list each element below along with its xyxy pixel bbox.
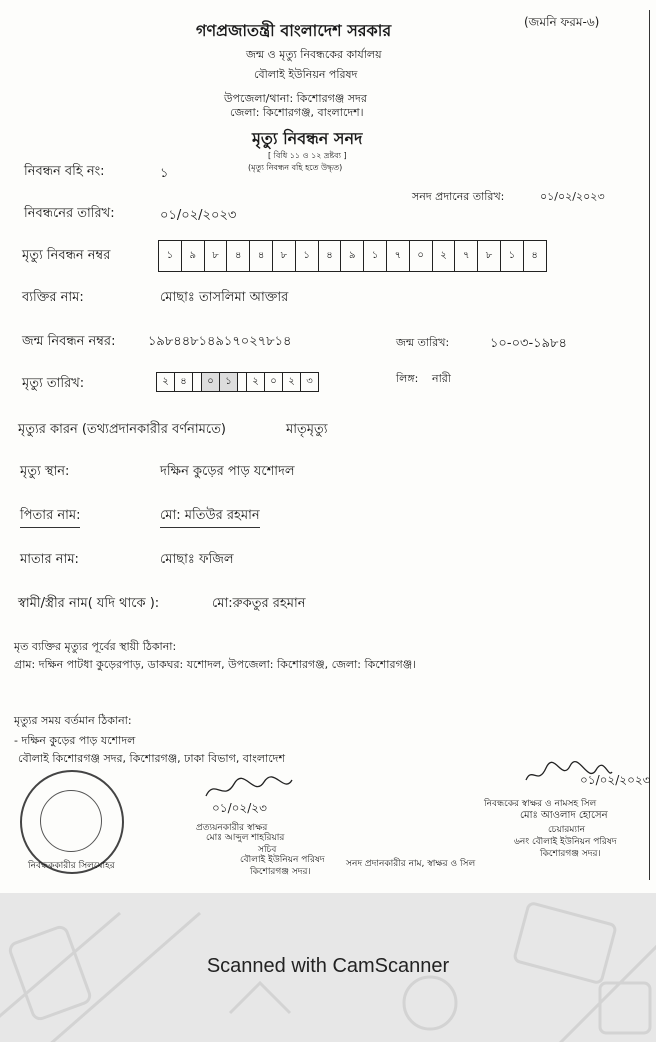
verifier-label: প্রত্যয়নকারীর স্বাক্ষর [196,823,268,833]
dob-value: ১০-০৩-১৯৮৪ [490,336,567,351]
secretary-name: মোঃ আব্দুল শাহরিয়ার [206,833,285,843]
death-reg-digit-cell: ১ [364,241,387,271]
perm-addr-label: মৃত ব্যক্তির মৃত্যুর পূর্বের স্থায়ী ঠিকানা: [14,640,177,653]
death-date-digit-cell: ২ [247,373,265,391]
death-reg-digit-cell: ৭ [455,241,478,271]
birth-reg-value: ১৯৮৪৪৮১৪৯১৭০২৭৮১৪ [148,334,292,349]
death-reg-digit-cell: ৪ [531,249,538,261]
death-reg-digit-cell: ৪ [319,241,342,271]
death-date-digit-cell: ০ [202,373,220,391]
right-sign-date: ০১/০২/২০২৩ [580,773,651,787]
death-reg-number-grid [158,240,547,272]
register-book-value: ১ [160,166,169,181]
death-reg-digit-cell: ৮ [478,241,501,271]
cur-addr-label: মৃত্যুর সময় বর্তমান ঠিকানা: [14,714,132,727]
death-reg-digit-cell: ৪ [250,241,273,271]
place-value: দক্ষিন কুড়ের পাড় যশোদল [160,464,295,479]
camscanner-watermark: Scanned with CamScanner [206,955,450,977]
rule-note: [ বিধি ১১ ও ১২ দ্রষ্টব্য ] [268,151,347,160]
death-date-label: মৃত্যু তারিখ: [22,376,85,391]
issue-date-label: সনদ প্রদানের তারিখ: [412,190,505,203]
spouse-value: মো:রুকতুর রহমান [212,596,306,611]
death-reg-digit-cell: ৭ [387,241,410,271]
death-reg-digit-cell: ০ [410,241,433,271]
cause-label: মৃত্যুর কারন (তথ্যপ্রদানকারীর বর্ণনামতে) [18,422,226,437]
issuer-caption: সনদ প্রদানকারীর নাম, স্বাক্ষর ও সিল [346,859,476,869]
government-title: গণপ্রজাতন্ত্রী বাংলাদেশ সরকার [196,21,392,40]
death-reg-no-label: মৃত্যু নিবন্ধন নম্বর [22,248,111,263]
death-date-digit-cell: ২ [283,373,301,391]
death-date-digit-cell: ০ [265,373,283,391]
registrar-label: নিবন্ধকের স্বাক্ষর ও নামসহ সিল [484,799,597,809]
form-number: (জমনি ফরম-৬) [524,15,600,29]
document-border [649,10,650,880]
death-date-separator [193,373,202,391]
death-reg-digit-cell: ১ [501,241,524,271]
dob-label: জন্ম তারিখ: [396,336,450,349]
secretary-office: বৌলাই ইউনিয়ন পরিষদ [240,855,325,865]
office-name: জন্ম ও মৃত্যু নিবন্ধকের কার্যালয় [246,48,382,61]
camscanner-footer [0,893,656,1042]
mother-value: মোছাঃ ফজিল [160,552,234,567]
death-reg-digit-cell: ৯ [182,241,205,271]
upazila-line: উপজেলা/থানা: কিশোরগঞ্জ সদর [224,92,367,105]
cause-value: মাতৃমৃত্যু [286,422,328,437]
death-reg-digit-cell: ৮ [205,241,228,271]
death-date-digit-cell: ১ [220,373,238,391]
secretary-title: সচিব [258,845,277,855]
death-reg-digit-cell: ১ [159,241,182,271]
seal-caption: নিবন্ধককারীর সিলমোহর [28,861,115,871]
chairman-title: চেয়ারম্যান [548,825,585,835]
union-name: বৌলাই ইউনিয়ন পরিষদ [254,68,358,81]
death-reg-digit-cell: ৯ [341,241,364,271]
chairman-office: ৬নং বৌলাই ইউনিয়ন পরিষদ [514,837,617,847]
chairman-name: মোঃ আওলাদ হোসেন [520,810,608,821]
death-reg-digit-cell: ১ [296,241,319,271]
death-date-grid [156,372,319,392]
name-label: ব্যক্তির নাম: [22,290,84,305]
death-reg-digit-cell: ৮ [273,241,296,271]
gender-label: লিঙ্গ: [396,372,419,385]
extract-note: (মৃত্যু নিবন্ধন বহি হতে উদ্ধৃত) [248,163,343,172]
death-reg-digit-cell: ৪ [227,241,250,271]
registration-date-value: ০১/০২/২০২৩ [160,208,237,223]
left-sign-date: ০১/০২/২৩ [212,801,267,815]
cur-addr-line2: বৌলাই কিশোরগঞ্জ সদর, কিশোরগঞ্জ, ঢাকা বিভাগ, বাংলাদেশ [18,752,285,765]
gender-value: নারী [432,372,451,385]
issue-date-value: ০১/০২/২০২৩ [540,190,605,203]
name-value: মোছাঃ তাসলিমা আক্তার [160,290,289,305]
cur-addr-line1: - দক্ষিন কুড়ের পাড় যশোদল [14,734,136,747]
father-label: পিতার নাম: [20,506,80,528]
registration-date-label: নিবন্ধনের তারিখ: [24,206,115,221]
death-reg-digit-cell: ২ [433,241,456,271]
register-book-label: নিবন্ধন বহি নং: [24,164,105,179]
certificate-title: মৃত্যু নিবন্ধন সনদ [252,129,363,148]
chairman-upazila: কিশোরগঞ্জ সদর। [540,849,601,859]
district-line: জেলা: কিশোরগঞ্জ, বাংলাদেশ। [230,106,364,119]
mother-label: মাতার নাম: [20,552,79,567]
perm-addr-value: গ্রাম: দক্ষিন পাটধা কুড়েরপাড়, ডাকঘর: যশোদল, উপজেলা: কিশোরগঞ্জ, জেলা: কিশোরগঞ্জ। [14,658,417,671]
birth-reg-label: জন্ম নিবন্ধন নম্বর: [22,334,116,349]
death-date-digit-cell: ৩ [306,375,313,387]
spouse-label: স্বামী/স্ত্রীর নাম( যদি থাকে ): [18,596,160,611]
father-value: মো: মতিউর রহমান [160,506,260,528]
death-date-digit-cell: ২ [157,373,175,391]
secretary-upazila: কিশোরগঞ্জ সদর। [250,867,311,877]
death-date-separator [238,373,247,391]
place-label: মৃত্যু স্থান: [20,464,70,479]
death-date-digit-cell: ৪ [175,373,193,391]
